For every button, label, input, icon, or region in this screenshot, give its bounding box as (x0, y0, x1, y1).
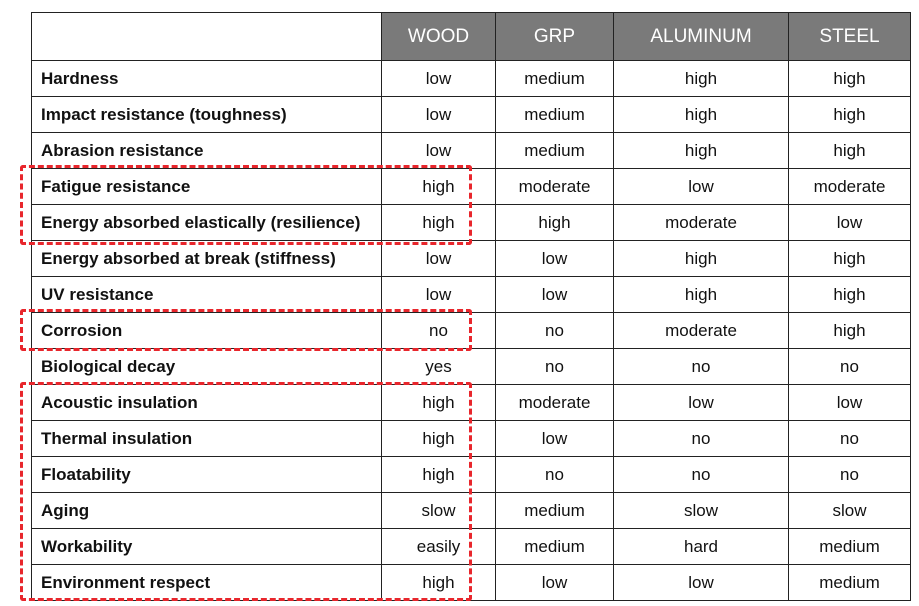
value-cell-grp: no (496, 349, 614, 385)
value-cell-grp: low (496, 421, 614, 457)
table-row (32, 565, 911, 601)
header-cell-empty (32, 13, 382, 61)
value-cell-grp: medium (496, 97, 614, 133)
value-cell-steel: high (789, 313, 911, 349)
value-cell-aluminum: no (614, 457, 789, 493)
value-cell-steel: moderate (789, 169, 911, 205)
value-cell-aluminum: no (614, 349, 789, 385)
table-row (32, 97, 911, 133)
value-cell-aluminum: hard (614, 529, 789, 565)
header-steel: STEEL (789, 13, 911, 61)
value-cell-wood: high (382, 169, 496, 205)
table-row (32, 493, 911, 529)
property-label: UV resistance (32, 277, 382, 313)
property-label: Acoustic insulation (32, 385, 382, 421)
property-label: Workability (32, 529, 382, 565)
value-cell-wood: low (382, 97, 496, 133)
value-cell-grp: no (496, 313, 614, 349)
property-label: Energy absorbed at break (stiffness) (32, 241, 382, 277)
property-label: Environment respect (32, 565, 382, 601)
table-row (32, 277, 911, 313)
value-cell-grp: medium (496, 133, 614, 169)
value-cell-wood: low (382, 133, 496, 169)
property-label: Aging (32, 493, 382, 529)
header-aluminum: ALUMINUM (614, 13, 789, 61)
value-cell-wood: slow (382, 493, 496, 529)
value-cell-wood: easily (382, 529, 496, 565)
value-cell-grp: moderate (496, 385, 614, 421)
value-cell-steel: high (789, 133, 911, 169)
table-row (32, 421, 911, 457)
value-cell-aluminum: high (614, 241, 789, 277)
value-cell-grp: moderate (496, 169, 614, 205)
table-row (32, 349, 911, 385)
table-row (32, 241, 911, 277)
value-cell-wood: high (382, 421, 496, 457)
table-row (32, 61, 911, 97)
value-cell-grp: medium (496, 529, 614, 565)
property-label: Hardness (32, 61, 382, 97)
header-grp: GRP (496, 13, 614, 61)
value-cell-steel: no (789, 349, 911, 385)
value-cell-aluminum: no (614, 421, 789, 457)
value-cell-steel: medium (789, 529, 911, 565)
header-wood: WOOD (382, 13, 496, 61)
value-cell-grp: medium (496, 493, 614, 529)
value-cell-steel: high (789, 61, 911, 97)
value-cell-aluminum: high (614, 277, 789, 313)
table-row (32, 313, 911, 349)
value-cell-steel: high (789, 97, 911, 133)
value-cell-wood: low (382, 241, 496, 277)
property-label: Thermal insulation (32, 421, 382, 457)
value-cell-wood: no (382, 313, 496, 349)
value-cell-grp: low (496, 277, 614, 313)
value-cell-aluminum: low (614, 385, 789, 421)
property-label: Impact resistance (toughness) (32, 97, 382, 133)
value-cell-grp: high (496, 205, 614, 241)
table-row (32, 169, 911, 205)
value-cell-wood: high (382, 457, 496, 493)
materials-comparison-table (31, 12, 911, 601)
value-cell-aluminum: low (614, 565, 789, 601)
property-label: Fatigue resistance (32, 169, 382, 205)
value-cell-grp: low (496, 241, 614, 277)
table-row (32, 457, 911, 493)
table-row (32, 133, 911, 169)
value-cell-steel: slow (789, 493, 911, 529)
value-cell-steel: high (789, 277, 911, 313)
value-cell-aluminum: high (614, 97, 789, 133)
value-cell-steel: low (789, 385, 911, 421)
value-cell-wood: yes (382, 349, 496, 385)
table-row (32, 529, 911, 565)
value-cell-grp: low (496, 565, 614, 601)
value-cell-aluminum: moderate (614, 205, 789, 241)
property-label: Floatability (32, 457, 382, 493)
value-cell-wood: low (382, 61, 496, 97)
value-cell-aluminum: slow (614, 493, 789, 529)
value-cell-wood: high (382, 205, 496, 241)
value-cell-steel: high (789, 241, 911, 277)
value-cell-grp: no (496, 457, 614, 493)
value-cell-aluminum: moderate (614, 313, 789, 349)
property-label: Abrasion resistance (32, 133, 382, 169)
header-row (32, 13, 911, 61)
value-cell-wood: low (382, 277, 496, 313)
property-label: Energy absorbed elastically (resilience) (32, 205, 382, 241)
value-cell-aluminum: low (614, 169, 789, 205)
property-label: Biological decay (32, 349, 382, 385)
value-cell-wood: high (382, 565, 496, 601)
value-cell-wood: high (382, 385, 496, 421)
table-row (32, 205, 911, 241)
property-label: Corrosion (32, 313, 382, 349)
value-cell-steel: low (789, 205, 911, 241)
value-cell-aluminum: high (614, 61, 789, 97)
value-cell-grp: medium (496, 61, 614, 97)
table-body (32, 61, 911, 601)
value-cell-aluminum: high (614, 133, 789, 169)
value-cell-steel: no (789, 457, 911, 493)
value-cell-steel: no (789, 421, 911, 457)
value-cell-steel: medium (789, 565, 911, 601)
table-row (32, 385, 911, 421)
